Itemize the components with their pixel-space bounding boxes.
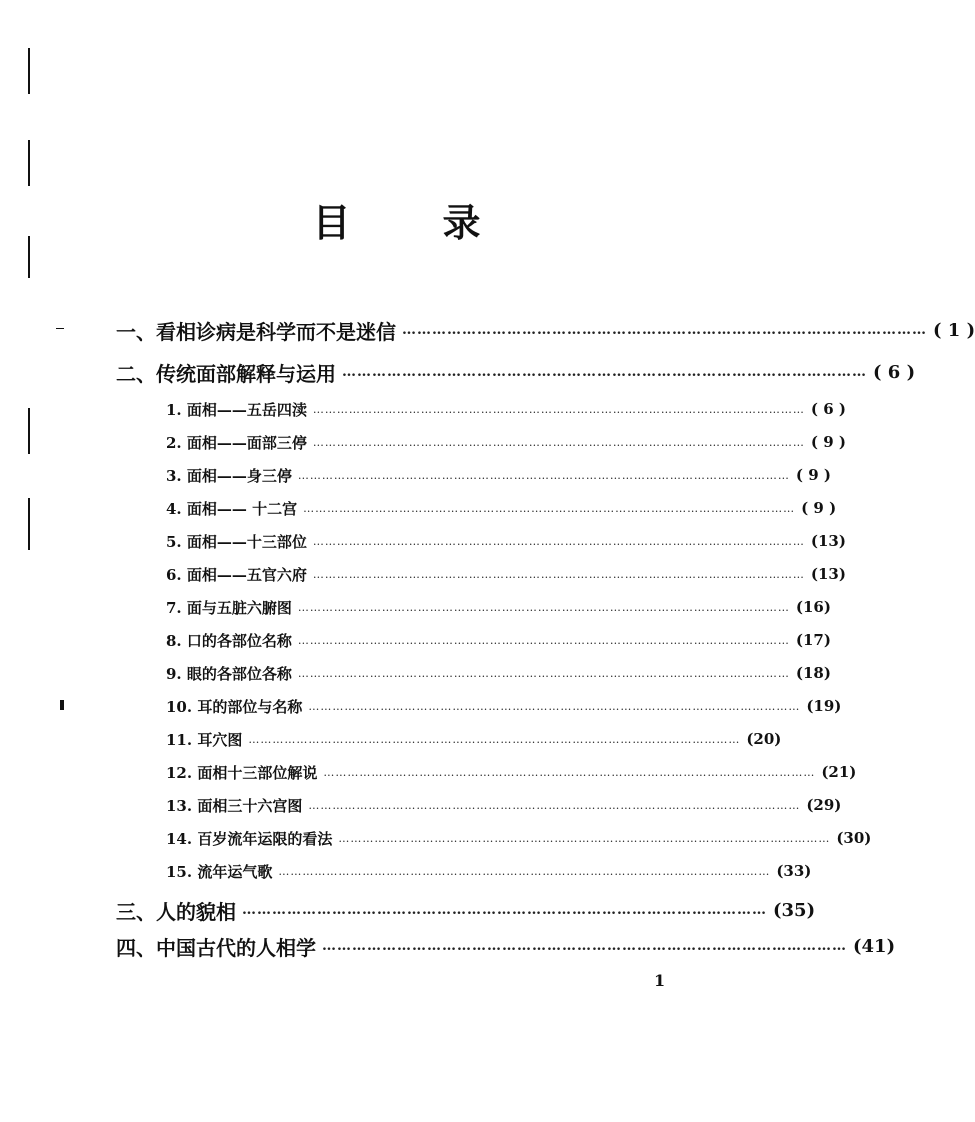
dot-leader: …………………………………………………………………………………………………………… bbox=[303, 501, 796, 515]
toc-entry-chapter-4[interactable] bbox=[116, 930, 896, 962]
toc-page: ( 9 ) bbox=[810, 433, 846, 451]
dot-leader: …………………………………………………………………………………………………………… bbox=[323, 765, 816, 779]
dot-leader: …………………………………………………………………………………………… bbox=[242, 902, 767, 918]
dot-leader: …………………………………………………………………………………………………………… bbox=[312, 435, 805, 449]
scan-edge-mark bbox=[28, 140, 30, 186]
dot-leader: …………………………………………………………………………………………………………… bbox=[338, 831, 831, 845]
toc-page: ( 6 ) bbox=[810, 400, 846, 418]
toc-entry-section-4[interactable] bbox=[166, 494, 837, 522]
title-char-1: 目 bbox=[312, 201, 351, 245]
toc-entry-section-6[interactable] bbox=[166, 560, 846, 588]
toc-entry-section-15[interactable] bbox=[166, 857, 812, 885]
toc-page: ( 1 ) bbox=[933, 319, 975, 341]
dot-leader: …………………………………………………………………………………………… bbox=[402, 322, 927, 338]
dot-leader: …………………………………………………………………………………………………………… bbox=[297, 666, 790, 680]
toc-entry-section-5[interactable] bbox=[166, 527, 846, 555]
toc-page: (13) bbox=[810, 532, 846, 550]
toc-label: 10. 耳的部位与名称 bbox=[166, 697, 303, 716]
toc-label: 13. 面相三十六宫图 bbox=[166, 796, 303, 815]
toc-page: (29) bbox=[806, 796, 842, 814]
toc-page: (41) bbox=[853, 935, 896, 957]
dot-leader: …………………………………………………………………………………………………………… bbox=[297, 600, 790, 614]
toc-page: ( 9 ) bbox=[801, 499, 837, 517]
dot-leader: …………………………………………………………………………………………… bbox=[322, 938, 847, 954]
toc-entry-section-14[interactable] bbox=[166, 824, 872, 852]
toc-entry-section-7[interactable] bbox=[166, 593, 831, 621]
scan-edge-mark bbox=[28, 48, 30, 94]
toc-entry-section-9[interactable] bbox=[166, 659, 831, 687]
toc-page: (17) bbox=[795, 631, 831, 649]
page-number: 1 bbox=[654, 971, 666, 990]
toc-page: (30) bbox=[836, 829, 872, 847]
dot-leader: …………………………………………………………………………………………………………… bbox=[312, 402, 805, 416]
toc-label: 11. 耳穴图 bbox=[166, 730, 243, 749]
toc-label: 7. 面与五脏六腑图 bbox=[166, 598, 292, 617]
toc-label: 二、传统面部解释与运用 bbox=[116, 361, 336, 386]
toc-page: (19) bbox=[806, 697, 842, 715]
scan-edge-mark bbox=[28, 408, 30, 454]
scan-edge-mark bbox=[28, 498, 30, 550]
dot-leader: …………………………………………………………………………………………………………… bbox=[278, 864, 771, 878]
toc-page: (13) bbox=[810, 565, 846, 583]
toc-page: (20) bbox=[746, 730, 782, 748]
dot-leader: …………………………………………………………………………………………………………… bbox=[297, 468, 790, 482]
dot-leader: …………………………………………………………………………………………… bbox=[342, 364, 867, 380]
toc-page: (16) bbox=[795, 598, 831, 616]
toc-entry-chapter-1[interactable] bbox=[116, 314, 975, 346]
toc-label: 15. 流年运气歌 bbox=[166, 862, 273, 881]
toc-entry-section-13[interactable] bbox=[166, 791, 842, 819]
toc-label: 14. 百岁流年运限的看法 bbox=[166, 829, 333, 848]
toc-entry-section-3[interactable] bbox=[166, 461, 831, 489]
toc-label: 四、中国古代的人相学 bbox=[116, 935, 316, 960]
dot-leader: …………………………………………………………………………………………………………… bbox=[248, 732, 741, 746]
toc-entry-section-11[interactable] bbox=[166, 725, 782, 753]
toc-page: (21) bbox=[821, 763, 857, 781]
toc-label: 8. 口的各部位名称 bbox=[166, 631, 292, 650]
toc-entry-chapter-2[interactable] bbox=[116, 356, 916, 388]
toc-entry-section-10[interactable] bbox=[166, 692, 842, 720]
dot-leader: …………………………………………………………………………………………………………… bbox=[312, 534, 805, 548]
toc-label: 5. 面相——十三部位 bbox=[166, 532, 307, 551]
dot-leader: …………………………………………………………………………………………………………… bbox=[308, 699, 801, 713]
scan-edge-mark bbox=[28, 236, 30, 278]
toc-label: 2. 面相——面部三停 bbox=[166, 433, 307, 452]
toc-page: ( 9 ) bbox=[795, 466, 831, 484]
toc-label: 3. 面相——身三停 bbox=[166, 466, 292, 485]
toc-entry-section-8[interactable] bbox=[166, 626, 831, 654]
toc-page: (18) bbox=[795, 664, 831, 682]
toc-label: 6. 面相——五官六府 bbox=[166, 565, 307, 584]
toc-label: 12. 面相十三部位解说 bbox=[166, 763, 318, 782]
dot-leader: …………………………………………………………………………………………………………… bbox=[297, 633, 790, 647]
toc-page: (35) bbox=[773, 899, 816, 921]
toc-entry-section-1[interactable] bbox=[166, 395, 846, 423]
toc-label: 4. 面相—— 十二宫 bbox=[166, 499, 298, 518]
dot-leader: …………………………………………………………………………………………………………… bbox=[312, 567, 805, 581]
toc-label: 9. 眼的各部位各称 bbox=[166, 664, 292, 683]
toc-entry-chapter-3[interactable] bbox=[116, 894, 816, 926]
toc-label: 一、看相诊病是科学而不是迷信 bbox=[116, 319, 396, 344]
toc-page: ( 6 ) bbox=[873, 361, 916, 383]
scan-speck bbox=[56, 328, 64, 329]
toc-entry-section-2[interactable] bbox=[166, 428, 846, 456]
toc-page: (33) bbox=[776, 862, 812, 880]
toc-label: 三、人的貌相 bbox=[116, 899, 236, 924]
toc-entry-section-12[interactable] bbox=[166, 758, 857, 786]
toc-label: 1. 面相——五岳四渎 bbox=[166, 400, 307, 419]
title-char-2: 录 bbox=[442, 201, 481, 245]
dot-leader: …………………………………………………………………………………………………………… bbox=[308, 798, 801, 812]
scan-speck bbox=[60, 700, 64, 710]
